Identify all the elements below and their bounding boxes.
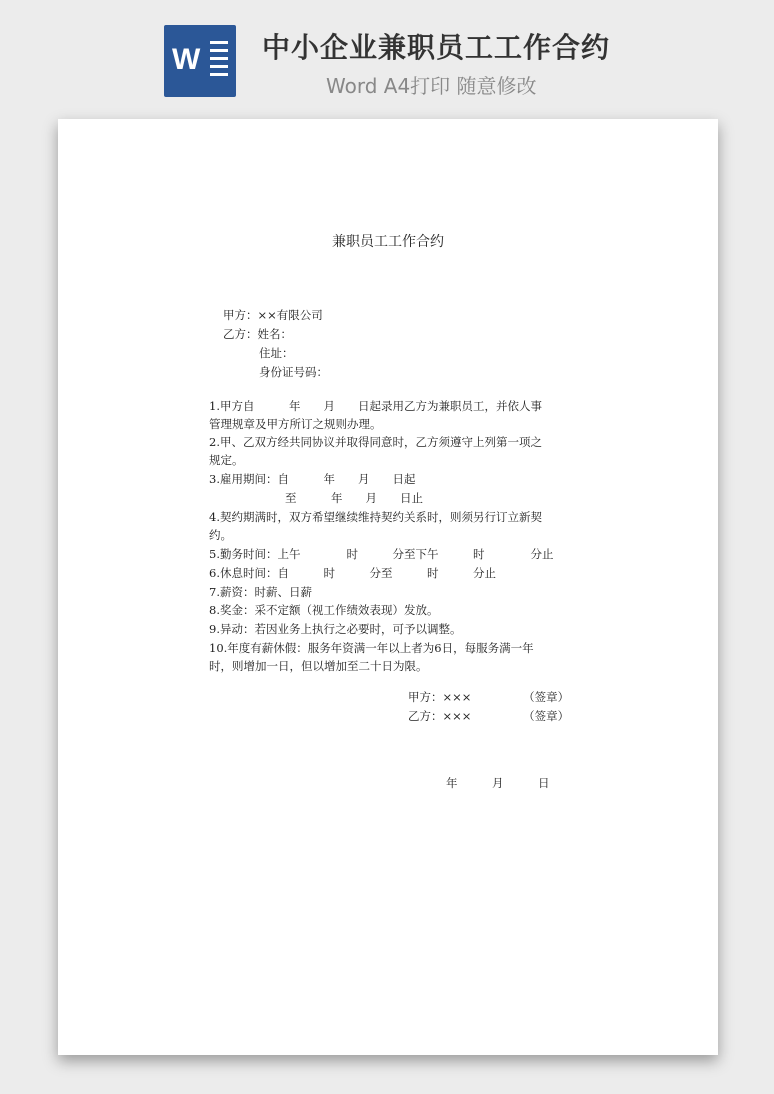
clause-line: 1.甲方自 年 月 日起录用乙方为兼职员工，并依人事 <box>209 399 542 413</box>
clause-line: 约。 <box>209 528 232 542</box>
word-logo-lines <box>210 41 228 81</box>
clause-line: 8.奖金：采不定额（视工作绩效表现）发放。 <box>209 603 439 617</box>
clause-line: 3.雇用期间：自 年 月 日起 <box>209 472 416 486</box>
party-b-name: 乙方：姓名： <box>223 327 292 341</box>
clause-line: 至 年 月 日止 <box>285 491 423 505</box>
header <box>0 0 774 110</box>
party-b-id: 身份证号码： <box>259 365 328 379</box>
document-title: 兼职员工工作合约 <box>332 234 444 250</box>
clause-line: 2.甲、乙双方经共同协议并取得同意时，乙方须遵守上列第一项之 <box>209 435 542 449</box>
clause-line: 9.异动：若因业务上执行之必要时，可予以调整。 <box>209 622 462 636</box>
word-logo-letter: W <box>172 43 201 76</box>
page-subtitle: Word A4打印 随意修改 <box>326 74 537 98</box>
party-a: 甲方：××有限公司 <box>223 308 323 322</box>
clause-line: 6.休息时间：自 时 分至 时 分止 <box>209 566 496 580</box>
signature-party-b: 乙方：××× （签章） <box>408 709 570 723</box>
word-icon <box>164 25 236 97</box>
clause-line: 10.年度有薪休假：服务年资满一年以上者为6日，每服务满一年 <box>209 641 534 655</box>
date-line: 年 月 日 <box>446 776 550 790</box>
clause-line: 4.契约期满时，双方希望继续维持契约关系时，则须另行订立新契 <box>209 510 542 524</box>
clause-line: 时，则增加一日，但以增加至二十日为限。 <box>209 659 428 673</box>
clause-line: 规定。 <box>209 453 244 467</box>
clause-line: 5.勤务时间：上午 时 分至下午 时 分止 <box>209 547 554 561</box>
party-b-address: 住址： <box>259 346 294 360</box>
page-title: 中小企业兼职员工工作合约 <box>262 31 611 64</box>
clause-line: 管理规章及甲方所订之规则办理。 <box>209 417 382 431</box>
signature-party-a: 甲方：××× （签章） <box>408 690 570 704</box>
document-page <box>58 119 718 1055</box>
clause-line: 7.薪资：时薪、日薪 <box>209 585 312 599</box>
